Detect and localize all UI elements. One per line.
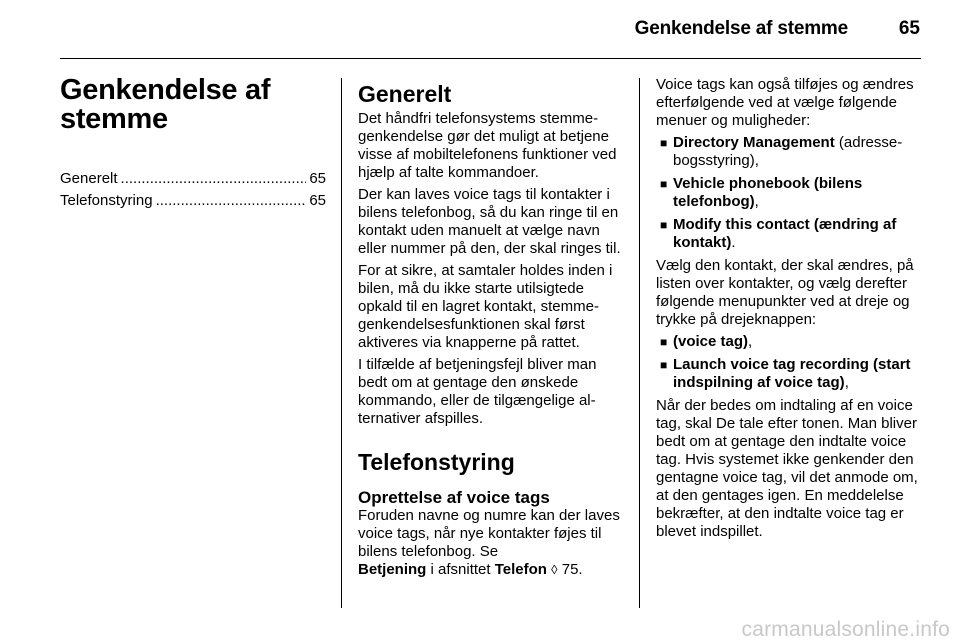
menu-option-note: . [731, 234, 736, 251]
square-bullet-icon: ■ [660, 358, 668, 372]
section-heading-telefonstyring: Telefonstyring [358, 449, 515, 475]
toc-entry-telefonstyring[interactable] [60, 192, 326, 210]
page-header [60, 18, 920, 44]
square-bullet-icon: ■ [660, 136, 668, 150]
paragraph: Når der bedes om indtaling af en voice tag, skal De tale efter tonen. Man bliver bedt om at gentage den indtalte voice tag. Hvis systemet ikke genkender den gentagne voice tag, vil det anmode om, at den gentages igen. En meddelelse bekræfter, at den indtalte voice tag er blevet indspillet. [656, 397, 918, 540]
menu-option: (voice tag) [673, 333, 749, 350]
column-divider-1 [341, 78, 342, 608]
menu-path-list [656, 134, 924, 252]
list-item [656, 216, 924, 252]
right-column [656, 76, 924, 545]
reference-betjening[interactable]: Betjening [358, 561, 427, 578]
square-bullet-icon: ■ [660, 177, 668, 191]
toc-page: 65 [309, 170, 326, 187]
paragraph: For at sikre, at samtaler holdes inden i bilen, må du ikke starte utilsigtede opkald til en lagret kontakt, stemmegenkendelsesfunktionen skal først aktiveres via knapperne på rattet. [358, 262, 613, 351]
left-column [60, 76, 326, 214]
reference-page[interactable]: 75. [557, 561, 583, 578]
paragraph-reference [358, 507, 628, 579]
menu-item-list [656, 333, 924, 392]
menu-option: Launch voice tag recording (start indspilning af voice tag) [673, 356, 911, 391]
menu-option-note: , [748, 333, 753, 350]
square-bullet-icon: ■ [660, 218, 668, 232]
list-item [656, 356, 924, 392]
toc-page: 65 [309, 192, 326, 209]
menu-option-note: (adressebogsstyring), [673, 134, 903, 169]
toc-label: Generelt [60, 170, 118, 187]
paragraph-text: Foruden navne og numre kan der laves voice tags, når nye kontakter føjes til bilens telefonbog. Se [358, 507, 620, 560]
column-divider-2 [639, 78, 640, 608]
menu-option-note: , [844, 374, 849, 391]
chapter-title: Genkendelse af stemme [60, 74, 271, 135]
paragraph: Voice tags kan også tilføjes og ændres efterfølgende ved at vælge følgende menuer og muligheder: [656, 76, 914, 129]
list-item [656, 134, 924, 170]
page-number: 65 [898, 18, 920, 39]
toc-entry-generelt[interactable] [60, 170, 326, 188]
toc-leader [121, 170, 307, 188]
reference-telefon[interactable]: Telefon [494, 561, 547, 578]
header-title: Genkendelse af stemme [634, 18, 848, 39]
menu-option: Directory Management [673, 134, 835, 151]
subheading-oprettelse: Oprettelse af voice tags [358, 488, 550, 507]
header-rule [60, 58, 921, 59]
toc-leader [156, 192, 307, 210]
section-heading-generelt: Generelt [358, 81, 452, 107]
toc-label: Telefonstyring [60, 192, 153, 209]
menu-option: Vehicle phonebook (bilens telefonbog) [673, 175, 863, 210]
watermark: carmanualsonline.info [741, 618, 950, 641]
middle-column [358, 76, 628, 583]
menu-option: Modify this contact (ændring af kontakt) [673, 216, 897, 251]
menu-option-note: , [754, 193, 759, 210]
paragraph: I tilfælde af betjeningsfejl bliver man bedt om at gentage den ønskede kommando, eller de tilgængelige alternativer afspilles. [358, 356, 597, 427]
paragraph: Der kan laves voice tags til kontakter i bilens telefonbog, så du kan ringe til en kontakt uden manuelt at vælge navn eller nummer på den, der skal ringes til. [358, 186, 621, 257]
page-reference-arrow-icon: ◊ [551, 562, 558, 577]
list-item [656, 333, 924, 351]
square-bullet-icon: ■ [660, 335, 668, 349]
paragraph: Vælg den kontakt, der skal ændres, på listen over kontakter, og vælg derefter følgende menupunkter ved at dreje og trykke på drejeknappen: [656, 257, 914, 328]
paragraph: Det håndfri telefonsystems stemmegenkendelse gør det muligt at betjene visse af mobiltelefonens funktioner ved hjælp af talte kommandoer. [358, 110, 617, 181]
list-item [656, 175, 924, 211]
reference-connector: i afsnittet [426, 561, 495, 578]
